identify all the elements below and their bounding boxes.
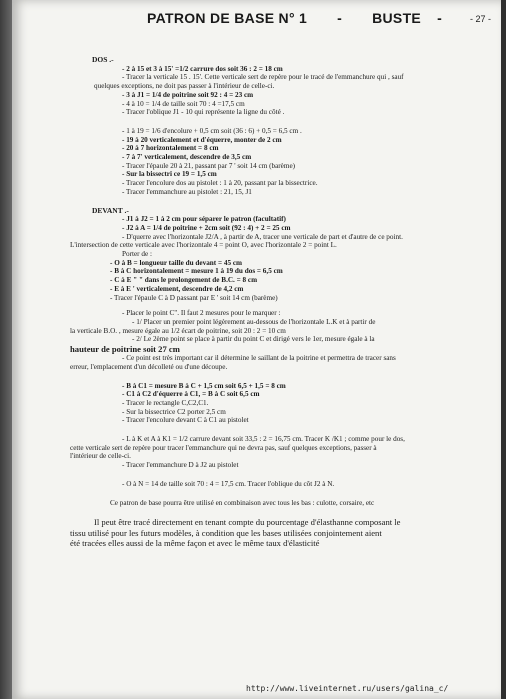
- dos-line: - 20 à 7 horizontalement = 8 cm: [122, 144, 219, 153]
- closing-paragraph: [70, 517, 506, 549]
- devant-line: - Placer le point C". Il faut 2 mesures pour le marquer :: [122, 309, 281, 318]
- dos-line: - Tracer l'oblique J1 - 10 qui représente la ligne du côté .: [122, 108, 285, 117]
- book-edge-right: [501, 0, 506, 699]
- dos-line: - 1 à 19 = 1/6 d'encolure + 0,5 cm soit (36 : 6) + 0,5 = 6,5 cm .: [122, 126, 302, 135]
- page-number: - 27 -: [469, 14, 491, 24]
- devant-line: l'intérieur de celle-ci.: [70, 452, 131, 461]
- book-binding-left: [0, 0, 12, 699]
- devant-line: - J1 à J2 = 1 à 2 cm pour séparer le patron (facultatif): [122, 215, 286, 224]
- devant-line: - L à K et A à K1 = 1/2 carrure devant soit 33,5 : 2 = 16,75 cm. Tracer K /K1 ; comme pour le dos,: [122, 435, 405, 444]
- page-body: [70, 56, 506, 549]
- dos-line: - 3 à J1 = 1/4 de poitrine soit 92 : 4 = 23 cm: [122, 90, 254, 99]
- devant-line: - E à E ' verticalement, descendre de 4,2 cm: [110, 284, 244, 293]
- devant-line: L'intersection de cette verticale avec l'horizontale 4 = point O, avec l'horizontale 2 = point L.: [70, 241, 337, 250]
- closing-line: tissu utilisé pour les futurs modèles, à condition que les bases utilisées conjointement aient: [70, 527, 382, 538]
- devant-line: Porter de :: [122, 250, 152, 259]
- document-page: [12, 0, 501, 699]
- devant-line: - Tracer le rectangle C,C2,C1.: [122, 398, 209, 407]
- dos-line: - 7 à 7' verticalement, descendre de 3,5 cm: [122, 153, 252, 162]
- closing-line: été tracées elles aussi de la même façon et avec le même taux d'élasticité: [70, 538, 320, 549]
- title-dash: -: [337, 10, 343, 26]
- devant-line: - B à C horizontalement = mesure 1 à 19 du dos = 6,5 cm: [110, 267, 283, 276]
- devant-line: erreur, l'emplacement d'un décolleté ou d'une découpe.: [70, 362, 228, 371]
- devant-line: Ce patron de base pourra être utilisé en combinaison avec tous les bas : culotte, corsaire, etc: [110, 498, 375, 507]
- dos-line: - Sur la bissectri ce 19 = 1,5 cm: [122, 170, 217, 179]
- devant-line: - C1 à C2 d'équerre à C1, = B à C soit 6,5 cm: [122, 390, 260, 399]
- devant-line: - J2 à A = 1/4 de poitrine + 2cm soit (92 : 4) + 2 = 25 cm: [122, 223, 291, 232]
- devant-line: - Tracer l'épaule C à D passant par E ' soit 14 cm (barème): [110, 293, 278, 302]
- devant-line: hauteur de poitrine soit 27 cm: [70, 344, 180, 355]
- devant-line: - D'querre avec l'horizontale J2/A , à partir de A, tracer une verticale de part et d'autre de ce point.: [122, 232, 403, 241]
- devant-line: - Tracer l'encolure devant C à C1 au pistolet: [122, 416, 249, 425]
- watermark-url: http://www.liveinternet.ru/users/galina_c/: [246, 684, 449, 693]
- dos-line: - 4 à 10 = 1/4 de taille soit 70 : 4 =17,5 cm: [122, 99, 245, 108]
- devant-line: - B à C1 = mesure B à C + 1,5 cm soit 6,5 + 1,5 = 8 cm: [122, 381, 286, 390]
- dos-line: - 2 à 15 et 3 à 15' =1/2 carrure dos soit 36 : 2 = 18 cm: [122, 64, 283, 73]
- devant-line: - Ce point est très important car il détermine le saillant de la poitrine et permettra de tracer sans: [122, 354, 396, 363]
- closing-line: Il peut être tracé directement en tenant compte du pourcentage d'élasthanne composant le: [94, 517, 401, 528]
- devant-line: - 1/ Placer un premier point légèrement au-dessous de l'horizontale L.K et à partir de: [132, 317, 376, 326]
- devant-line: - Sur la bissectrice C2 porter 2,5 cm: [122, 407, 226, 416]
- dos-line: - Tracer l'emmanchure au pistolet : 21, 15, J1: [122, 187, 252, 196]
- devant-line: - O à B = longueur taille du devant = 45 cm: [110, 258, 243, 267]
- dos-line: - Tracer l'épaule 20 à 21, passant par 7 ' soit 14 cm (barème): [122, 161, 296, 170]
- dos-line: - 19 à 20 verticalement et d'équerre, monter de 2 cm: [122, 135, 282, 144]
- devant-line: - 2/ Le 2ème point se place à partir du point C et dirigé vers le 1er, mesure égale à la: [132, 335, 375, 344]
- devant-line: - Tracer l'emmanchure D à J2 au pistolet: [122, 461, 239, 470]
- devant-line: la verticale B.O. , mesure égale au 1/2 écart de poitrine, soit 20 : 2 = 10 cm: [70, 326, 286, 335]
- dos-line: - Tracer l'encolure dos au pistolet : 1 à 20, passant par la bissectrice.: [122, 179, 318, 188]
- section-title-devant: DEVANT .-: [92, 205, 129, 215]
- title-section: BUSTE: [372, 10, 422, 26]
- devant-line: cette verticale sert de repère pour tracer l'emmanchure qui ne devra pas, sauf quelques exceptions, passer à: [70, 443, 377, 452]
- dos-line: quelques exceptions, ne doit pas passer à l'intérieur de celle-ci.: [94, 82, 275, 91]
- devant-line: - C à E " " dans le prolongement de B.C. = 8 cm: [110, 276, 258, 285]
- title-main: PATRON DE BASE N° 1: [147, 10, 308, 26]
- page-title: [147, 10, 442, 26]
- title-dash-2: -: [437, 10, 443, 26]
- devant-line: - O à N = 14 de taille soit 70 : 4 = 17,5 cm. Tracer l'oblique du côt J2 à N.: [122, 479, 335, 488]
- section-title-dos: DOS .-: [92, 55, 114, 64]
- dos-line: - Tracer la verticale 15 . 15'. Cette verticale sert de repère pour le tracé de l'emmanchure qui , sauf: [122, 73, 404, 82]
